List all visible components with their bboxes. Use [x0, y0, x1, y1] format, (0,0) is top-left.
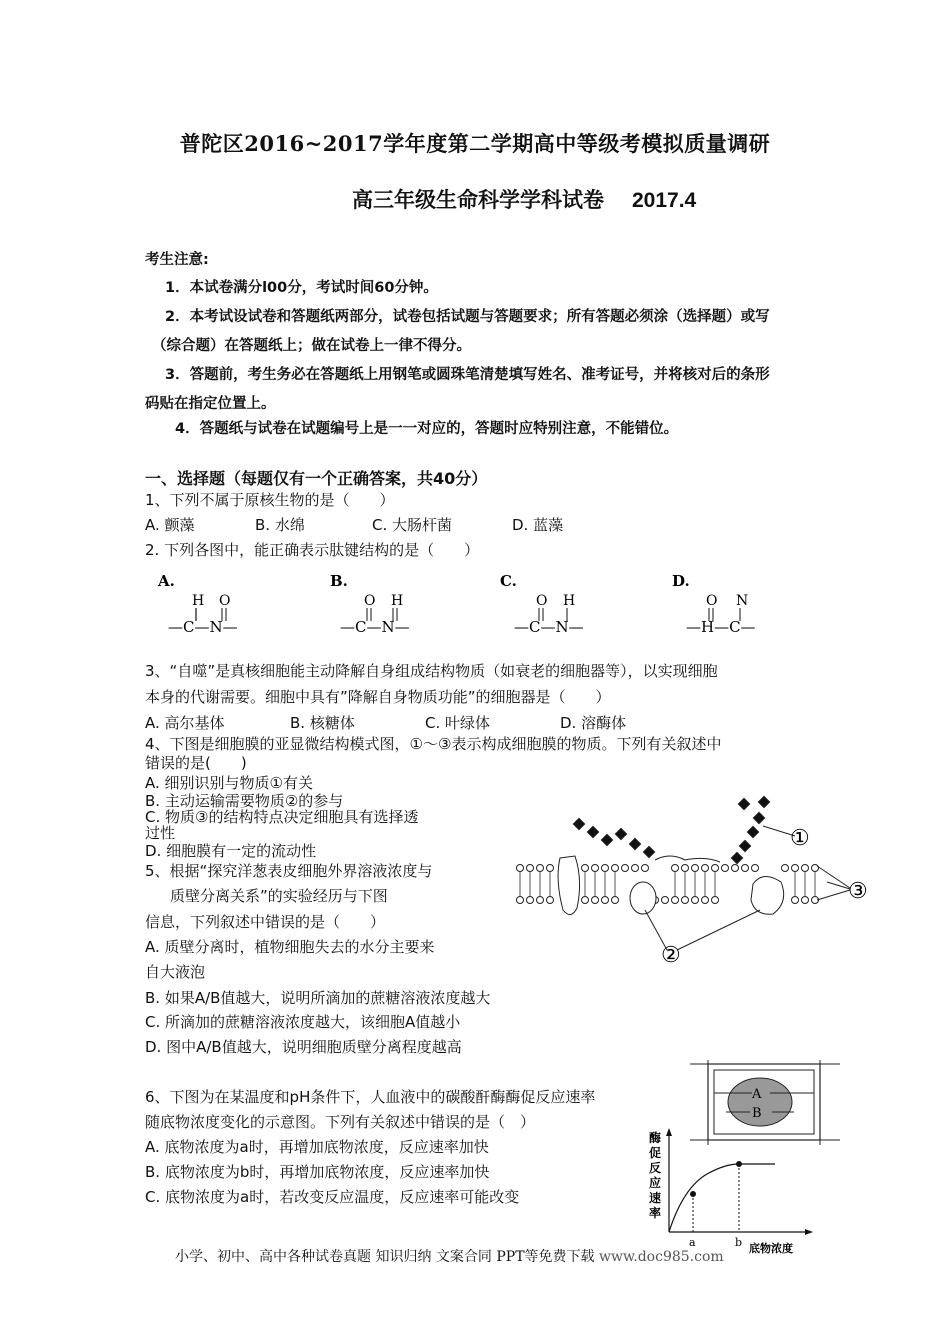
q4-option-c-b: 过性 [145, 824, 176, 842]
q5-option-c: C. 所滴加的蔗糖溶液浓度越大，该细胞A值越小 [145, 1013, 461, 1031]
figure-c-top1: O [536, 593, 548, 609]
ylabel-char-6: 率 [649, 1206, 662, 1220]
q6-stem-a: 6、下图为在某温度和pH条件下，人血液中的碳酸酐酶酶促反应速率 [145, 1088, 596, 1106]
notice-item-2b: （综合题）在答题纸上；做在试卷上一律不得分。 [152, 338, 471, 354]
footer-text: 小学、初中、高中各种试卷真题 知识归纳 文案合同 PPT等免费下载 [175, 1249, 595, 1265]
q5-option-d: D. 图中A/B值越大，说明细胞质壁分离程度越高 [145, 1038, 462, 1056]
figure-c-chain: —C—N— [514, 618, 584, 636]
figure-d [672, 572, 756, 636]
q4-option-a: A. 细别识别与物质①有关 [145, 774, 313, 792]
subtitle-text: 高三年级生命科学学科试卷 [352, 187, 604, 212]
sugar-chain-left [573, 818, 654, 857]
figure-a [157, 572, 238, 636]
q1-option-a: A. 颤藻 [145, 516, 195, 534]
ylabel-char-5: 速 [649, 1191, 662, 1205]
figure-a-chain: —C—N— [168, 618, 238, 636]
q5-stem-c: 信息，下列叙述中错误的是（ ） [145, 913, 386, 931]
label-3: ③ [848, 879, 868, 904]
figure-a-top1: H [192, 593, 205, 609]
q2-stem: 2. 下列各图中，能正确表示肽键结构的是（ ） [145, 541, 480, 559]
footer [175, 1246, 724, 1266]
figure-d-label: D. [672, 572, 690, 590]
q4-option-d: D. 细胞膜有一定的流动性 [145, 842, 317, 860]
notice-item-3a: 3．答题前，考生务必在答题纸上用钢笔或圆珠笔清楚填写姓名、准考证号，并将核对后的条形 [165, 367, 770, 383]
y-axis-arrow [666, 1128, 672, 1136]
sugar-chain-right [731, 796, 769, 863]
q6-option-c: C. 底物浓度为a时，若改变反应温度，反应速率可能改变 [145, 1188, 520, 1206]
label-1: ① [790, 826, 810, 851]
exam-title: 普陀区2016~2017学年度第二学期高中等级考模拟质量调研 [179, 131, 771, 156]
footer-url[interactable]: www.doc985.com [598, 1249, 724, 1265]
q6-option-a: A. 底物浓度为a时，再增加底物浓度，反应速率加快 [145, 1138, 489, 1156]
q4-option-c-a: C. 物质③的结构特点决定细胞具有选择透 [145, 808, 419, 826]
figure-c-top2: H [563, 593, 576, 609]
q1-option-d: D. 蓝藻 [512, 516, 564, 534]
notice-heading: 考生注意: [145, 252, 209, 268]
figure-d-top2: N [736, 593, 749, 609]
ylabel-char-3: 反 [649, 1161, 662, 1175]
q5-option-a-a: A. 质壁分离时，植物细胞失去的水分主要来 [145, 938, 435, 956]
figure-a-label: A. [158, 572, 175, 590]
label-2: ② [661, 943, 681, 965]
q5-stem-b: 质壁分离关系”的实验经历与下图 [170, 887, 388, 905]
q3-option-a: A. 高尔基体 [145, 714, 225, 732]
ylabel-char-4: 应 [649, 1176, 662, 1190]
notice-item-1: 1．本试卷满分l00分，考试时间60分钟。 [165, 280, 438, 296]
figure-b-label: B. [330, 572, 348, 590]
q3-stem-a: 3、“自噬”是真核细胞能主动降解自身组成结构物质（如衰老的细胞器等），以实现细胞 [145, 662, 718, 680]
exam-subtitle [352, 184, 696, 214]
ylabel-char-1: 酶 [649, 1131, 662, 1145]
q3-stem-b: 本身的代谢需要。细胞中具有”降解自身物质功能”的细胞器是（ ） [145, 688, 611, 706]
peptide-figures [150, 568, 790, 650]
q1-option-c: C. 大肠杆菌 [372, 516, 453, 534]
transmembrane-protein [558, 856, 579, 915]
embedded-protein-2 [751, 876, 784, 914]
q4-option-b: B. 主动运输需要物质②的参与 [145, 792, 344, 810]
q1-stem: 1、下列不属于原核生物的是（ ） [145, 491, 395, 509]
label-a: A [752, 1087, 762, 1102]
xlabel: 底物浓度 [749, 1242, 793, 1255]
embedded-protein-1 [630, 882, 656, 914]
figure-c [500, 572, 584, 636]
figure-b-top2: H [391, 593, 404, 609]
q4-stem-a: 4、下图是细胞膜的亚显微结构模式图，①～③表示构成细胞膜的物质。下列有关叙述中 [145, 735, 722, 753]
q6-stem-b: 随底物浓度变化的示意图。下列有关叙述中错误的是（ ） [145, 1113, 536, 1131]
ylabel-char-2: 促 [649, 1146, 662, 1160]
label-b: B [752, 1106, 762, 1121]
q3-option-d: D. 溶酶体 [560, 714, 627, 732]
tick-b: b [735, 1236, 743, 1249]
figure-b-chain: —C—N— [340, 618, 410, 636]
figure-b-top1: O [364, 593, 376, 609]
cell-membrane-diagram [505, 790, 885, 965]
q5-option-b: B. 如果A/B值越大，说明所滴加的蔗糖溶液浓度越大 [145, 989, 491, 1007]
q5-stem-a: 5、根据“探究洋葱表皮细胞外界溶液浓度与 [145, 862, 433, 880]
surface-protein [655, 856, 720, 862]
figure-b [330, 572, 410, 636]
exam-date: 2017.4 [632, 189, 697, 212]
q4-stem-b: 错误的是( ) [145, 754, 247, 772]
figure-d-chain: —H—C— [686, 618, 756, 636]
q3-option-c: C. 叶绿体 [425, 714, 491, 732]
notice-item-3b: 码贴在指定位置上。 [145, 396, 276, 412]
figure-d-top1: O [706, 593, 718, 609]
enzyme-rate-graph [645, 1128, 815, 1256]
x-axis-arrow [805, 1229, 813, 1235]
section-heading: 一、选择题（每题仅有一个正确答案，共40分） [145, 469, 488, 488]
figure-a-top2: O [219, 593, 231, 609]
q5-option-a-b: 自大液泡 [145, 963, 206, 981]
figure-c-label: C. [500, 572, 517, 590]
q1-option-b: B. 水绵 [255, 516, 305, 534]
notice-item-2a: 2．本考试设试卷和答题纸两部分，试卷包括试题与答题要求；所有答题必须涂（选择题）或写 [165, 309, 770, 325]
q3-option-b: B. 核糖体 [290, 714, 355, 732]
tick-a: a [689, 1236, 696, 1249]
notice-item-4: 4．答题纸与试卷在试题编号上是一一对应的，答题时应特别注意，不能错位。 [175, 421, 679, 437]
rate-curve [669, 1164, 775, 1232]
q6-option-b: B. 底物浓度为b时，再增加底物浓度，反应速率加快 [145, 1163, 490, 1181]
